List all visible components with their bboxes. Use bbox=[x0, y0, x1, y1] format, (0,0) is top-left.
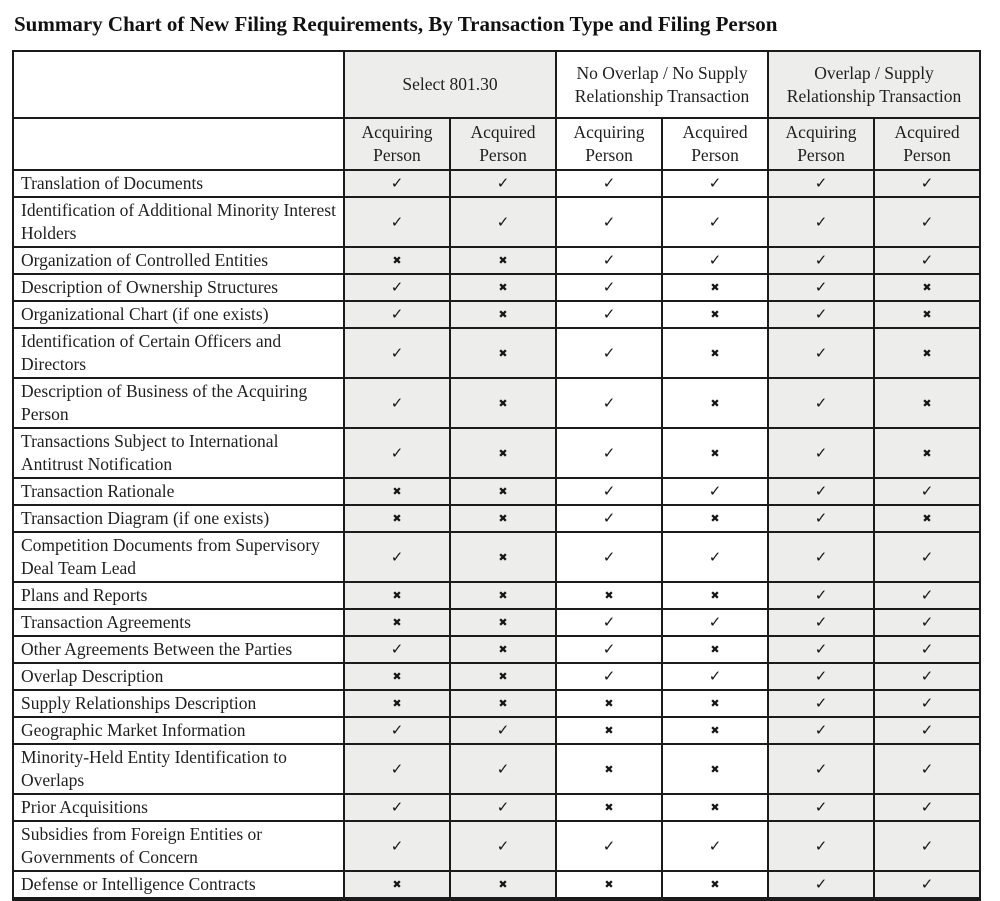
check-icon: ✓ bbox=[344, 636, 450, 663]
check-icon: ✓ bbox=[768, 478, 874, 505]
x-icon: ✖ bbox=[344, 247, 450, 274]
check-icon: ✓ bbox=[768, 532, 874, 582]
x-icon: ✖ bbox=[556, 871, 662, 899]
check-icon: ✓ bbox=[556, 663, 662, 690]
check-icon: ✓ bbox=[874, 197, 980, 247]
check-icon: ✓ bbox=[556, 328, 662, 378]
check-icon: ✓ bbox=[768, 821, 874, 871]
x-icon: ✖ bbox=[662, 871, 768, 899]
row-label: Competition Documents from Supervisory Deal Team Lead bbox=[13, 532, 344, 582]
row-label: Prior Acquisitions bbox=[13, 794, 344, 821]
x-icon: ✖ bbox=[662, 328, 768, 378]
x-icon: ✖ bbox=[662, 301, 768, 328]
x-icon: ✖ bbox=[662, 794, 768, 821]
page-title: Summary Chart of New Filing Requirements, By Transaction Type and Filing Person bbox=[14, 12, 778, 36]
x-icon: ✖ bbox=[662, 717, 768, 744]
table-row bbox=[13, 274, 980, 301]
table-row bbox=[13, 301, 980, 328]
row-label: Description of Ownership Structures bbox=[13, 274, 344, 301]
x-icon: ✖ bbox=[450, 274, 556, 301]
corner-cell-bottom bbox=[13, 118, 344, 170]
x-icon: ✖ bbox=[450, 582, 556, 609]
check-icon: ✓ bbox=[556, 378, 662, 428]
col-header-no-overlap-acquired-person: Acquired Person bbox=[662, 118, 768, 170]
check-icon: ✓ bbox=[874, 532, 980, 582]
x-icon: ✖ bbox=[874, 378, 980, 428]
table-row bbox=[13, 794, 980, 821]
table-row bbox=[13, 690, 980, 717]
check-icon: ✓ bbox=[344, 744, 450, 794]
row-label: Transactions Subject to International Antitrust Notification bbox=[13, 428, 344, 478]
table-row bbox=[13, 328, 980, 378]
group-header-no-overlap-transaction: No Overlap / No Supply Relationship Transaction bbox=[556, 51, 768, 118]
check-icon: ✓ bbox=[768, 274, 874, 301]
x-icon: ✖ bbox=[662, 636, 768, 663]
check-icon: ✓ bbox=[874, 636, 980, 663]
check-icon: ✓ bbox=[556, 821, 662, 871]
row-label: Defense or Intelligence Contracts bbox=[13, 871, 344, 899]
check-icon: ✓ bbox=[556, 609, 662, 636]
table-row bbox=[13, 744, 980, 794]
col-header-overlap-acquired-person: Acquired Person bbox=[874, 118, 980, 170]
x-icon: ✖ bbox=[450, 663, 556, 690]
table-row bbox=[13, 505, 980, 532]
check-icon: ✓ bbox=[874, 478, 980, 505]
x-icon: ✖ bbox=[450, 301, 556, 328]
check-icon: ✓ bbox=[450, 821, 556, 871]
x-icon: ✖ bbox=[662, 505, 768, 532]
x-icon: ✖ bbox=[344, 478, 450, 505]
sub-header-row bbox=[13, 118, 980, 170]
check-icon: ✓ bbox=[874, 871, 980, 899]
x-icon: ✖ bbox=[450, 532, 556, 582]
table-row bbox=[13, 532, 980, 582]
row-label: Overlap Description bbox=[13, 663, 344, 690]
row-label: Transaction Rationale bbox=[13, 478, 344, 505]
check-icon: ✓ bbox=[874, 247, 980, 274]
check-icon: ✓ bbox=[874, 170, 980, 197]
check-icon: ✓ bbox=[874, 744, 980, 794]
check-icon: ✓ bbox=[768, 744, 874, 794]
check-icon: ✓ bbox=[768, 690, 874, 717]
check-icon: ✓ bbox=[556, 274, 662, 301]
table-row bbox=[13, 821, 980, 871]
x-icon: ✖ bbox=[450, 871, 556, 899]
check-icon: ✓ bbox=[344, 170, 450, 197]
check-icon: ✓ bbox=[450, 794, 556, 821]
check-icon: ✓ bbox=[768, 663, 874, 690]
check-icon: ✓ bbox=[662, 197, 768, 247]
row-label: Transaction Diagram (if one exists) bbox=[13, 505, 344, 532]
check-icon: ✓ bbox=[768, 609, 874, 636]
table-row bbox=[13, 636, 980, 663]
row-label: Organizational Chart (if one exists) bbox=[13, 301, 344, 328]
x-icon: ✖ bbox=[874, 301, 980, 328]
row-label: Translation of Documents bbox=[13, 170, 344, 197]
group-header-row bbox=[13, 51, 980, 118]
check-icon: ✓ bbox=[344, 378, 450, 428]
x-icon: ✖ bbox=[450, 378, 556, 428]
check-icon: ✓ bbox=[768, 170, 874, 197]
check-icon: ✓ bbox=[874, 663, 980, 690]
col-header-no-overlap-acquiring-person: Acquiring Person bbox=[556, 118, 662, 170]
group-header-select-801-30: Select 801.30 bbox=[344, 51, 556, 118]
x-icon: ✖ bbox=[874, 328, 980, 378]
check-icon: ✓ bbox=[768, 717, 874, 744]
check-icon: ✓ bbox=[344, 821, 450, 871]
check-icon: ✓ bbox=[768, 636, 874, 663]
table-row bbox=[13, 170, 980, 197]
check-icon: ✓ bbox=[768, 794, 874, 821]
check-icon: ✓ bbox=[768, 378, 874, 428]
x-icon: ✖ bbox=[344, 690, 450, 717]
table-row bbox=[13, 428, 980, 478]
check-icon: ✓ bbox=[874, 821, 980, 871]
check-icon: ✓ bbox=[450, 744, 556, 794]
check-icon: ✓ bbox=[450, 170, 556, 197]
row-label: Other Agreements Between the Parties bbox=[13, 636, 344, 663]
check-icon: ✓ bbox=[556, 170, 662, 197]
check-icon: ✓ bbox=[344, 197, 450, 247]
x-icon: ✖ bbox=[556, 744, 662, 794]
check-icon: ✓ bbox=[344, 274, 450, 301]
table-row bbox=[13, 871, 980, 899]
check-icon: ✓ bbox=[556, 428, 662, 478]
x-icon: ✖ bbox=[874, 274, 980, 301]
check-icon: ✓ bbox=[450, 197, 556, 247]
group-header-overlap-transaction: Overlap / Supply Relationship Transaction bbox=[768, 51, 980, 118]
table-row bbox=[13, 582, 980, 609]
check-icon: ✓ bbox=[556, 197, 662, 247]
x-icon: ✖ bbox=[662, 582, 768, 609]
check-icon: ✓ bbox=[450, 717, 556, 744]
check-icon: ✓ bbox=[662, 821, 768, 871]
row-label: Geographic Market Information bbox=[13, 717, 344, 744]
x-icon: ✖ bbox=[450, 690, 556, 717]
x-icon: ✖ bbox=[344, 582, 450, 609]
check-icon: ✓ bbox=[344, 717, 450, 744]
x-icon: ✖ bbox=[662, 428, 768, 478]
check-icon: ✓ bbox=[662, 247, 768, 274]
check-icon: ✓ bbox=[874, 609, 980, 636]
x-icon: ✖ bbox=[450, 328, 556, 378]
check-icon: ✓ bbox=[344, 428, 450, 478]
x-icon: ✖ bbox=[662, 690, 768, 717]
row-label: Supply Relationships Description bbox=[13, 690, 344, 717]
x-icon: ✖ bbox=[450, 247, 556, 274]
x-icon: ✖ bbox=[344, 663, 450, 690]
col-header-select-acquiring-person: Acquiring Person bbox=[344, 118, 450, 170]
x-icon: ✖ bbox=[450, 609, 556, 636]
x-icon: ✖ bbox=[556, 794, 662, 821]
col-header-select-acquired-person: Acquired Person bbox=[450, 118, 556, 170]
x-icon: ✖ bbox=[874, 428, 980, 478]
check-icon: ✓ bbox=[556, 478, 662, 505]
table-row bbox=[13, 717, 980, 744]
filing-requirements-table bbox=[12, 50, 981, 901]
check-icon: ✓ bbox=[556, 301, 662, 328]
check-icon: ✓ bbox=[768, 328, 874, 378]
check-icon: ✓ bbox=[874, 582, 980, 609]
check-icon: ✓ bbox=[662, 532, 768, 582]
col-header-overlap-acquiring-person: Acquiring Person bbox=[768, 118, 874, 170]
check-icon: ✓ bbox=[556, 505, 662, 532]
table-row bbox=[13, 478, 980, 505]
check-icon: ✓ bbox=[344, 794, 450, 821]
check-icon: ✓ bbox=[768, 871, 874, 899]
x-icon: ✖ bbox=[450, 478, 556, 505]
check-icon: ✓ bbox=[874, 717, 980, 744]
check-icon: ✓ bbox=[662, 170, 768, 197]
row-label: Identification of Certain Officers and Directors bbox=[13, 328, 344, 378]
x-icon: ✖ bbox=[662, 744, 768, 794]
row-label: Minority-Held Entity Identification to Overlaps bbox=[13, 744, 344, 794]
check-icon: ✓ bbox=[768, 505, 874, 532]
check-icon: ✓ bbox=[344, 532, 450, 582]
check-icon: ✓ bbox=[768, 197, 874, 247]
check-icon: ✓ bbox=[662, 478, 768, 505]
check-icon: ✓ bbox=[768, 428, 874, 478]
check-icon: ✓ bbox=[768, 301, 874, 328]
check-icon: ✓ bbox=[662, 609, 768, 636]
table-row bbox=[13, 609, 980, 636]
check-icon: ✓ bbox=[344, 301, 450, 328]
table-row bbox=[13, 663, 980, 690]
check-icon: ✓ bbox=[556, 532, 662, 582]
table-body bbox=[13, 170, 980, 899]
check-icon: ✓ bbox=[556, 636, 662, 663]
x-icon: ✖ bbox=[556, 717, 662, 744]
x-icon: ✖ bbox=[556, 690, 662, 717]
row-label: Identification of Additional Minority Interest Holders bbox=[13, 197, 344, 247]
x-icon: ✖ bbox=[344, 871, 450, 899]
check-icon: ✓ bbox=[556, 247, 662, 274]
x-icon: ✖ bbox=[556, 582, 662, 609]
row-label: Transaction Agreements bbox=[13, 609, 344, 636]
x-icon: ✖ bbox=[450, 636, 556, 663]
row-label: Plans and Reports bbox=[13, 582, 344, 609]
x-icon: ✖ bbox=[662, 378, 768, 428]
table-row bbox=[13, 247, 980, 274]
table-row bbox=[13, 378, 980, 428]
x-icon: ✖ bbox=[450, 505, 556, 532]
row-label: Subsidies from Foreign Entities or Governments of Concern bbox=[13, 821, 344, 871]
x-icon: ✖ bbox=[450, 428, 556, 478]
check-icon: ✓ bbox=[662, 663, 768, 690]
corner-cell-top bbox=[13, 51, 344, 118]
row-label: Description of Business of the Acquiring Person bbox=[13, 378, 344, 428]
x-icon: ✖ bbox=[344, 505, 450, 532]
check-icon: ✓ bbox=[768, 247, 874, 274]
check-icon: ✓ bbox=[344, 328, 450, 378]
check-icon: ✓ bbox=[874, 690, 980, 717]
check-icon: ✓ bbox=[768, 582, 874, 609]
row-label: Organization of Controlled Entities bbox=[13, 247, 344, 274]
x-icon: ✖ bbox=[662, 274, 768, 301]
check-icon: ✓ bbox=[874, 794, 980, 821]
x-icon: ✖ bbox=[874, 505, 980, 532]
x-icon: ✖ bbox=[344, 609, 450, 636]
table-row bbox=[13, 197, 980, 247]
